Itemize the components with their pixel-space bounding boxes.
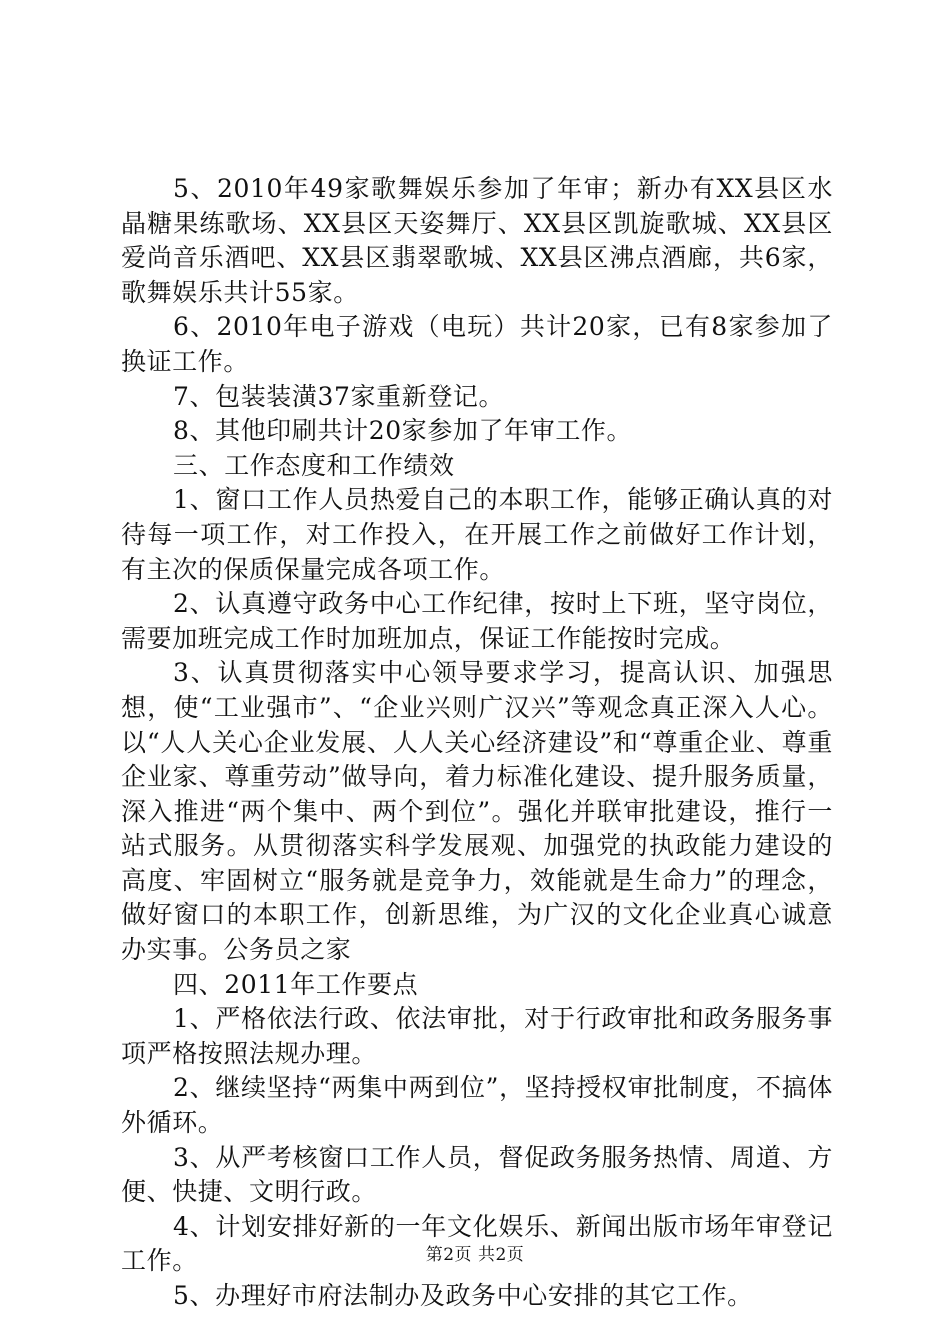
page-number-label: 第2页 共2页 — [425, 1245, 525, 1265]
section-heading-3: 三、工作态度和工作绩效 — [173, 450, 455, 480]
paragraph-attitude-3: 3、认真贯彻落实中心领导要求学习，提高认识、加强思想，使“工业强市”、“企业兴则广汉兴”等观念真正深入人心。以“人人关心企业发展、人人关心经济建设”和“尊重企业、尊重企业家、尊重劳动”做导向，着力标准化建设、提升服务质量，深入推进“两个集中、两个到位”。强化并联审批建设，推行一站式服务。从贯彻落实科学发展观、加强党的执政能力建设的高度、牢固树立“服务就是竞争力，效能就是生命力”的理念，做好窗口的本职工作，创新思维，为广汉的文化企业真心诚意办实事。公务员之家 — [121, 658, 833, 965]
paragraph-attitude-1: 1、窗口工作人员热爱自己的本职工作，能够正确认真的对待每一项工作，对工作投入，在开展工作之前做好工作计划，有主次的保质保量完成各项工作。 — [121, 485, 833, 584]
paragraph-plan-5: 5、办理好市府法制办及政务中心安排的其它工作。 — [173, 1281, 753, 1310]
paragraph-plan-1: 1、严格依法行政、依法审批，对于行政审批和政务服务事项严格按照法规办理。 — [121, 1004, 833, 1068]
paragraph-item-7-packaging: 7、包装装潢37家重新登记。 — [173, 381, 505, 411]
section-heading-4: 四、2011年工作要点 — [173, 969, 419, 999]
paragraph-item-6-video-games: 6、2010年电子游戏（电玩）共计20家，已有8家参加了换证工作。 — [121, 312, 833, 376]
paragraph-attitude-2: 2、认真遵守政务中心工作纪律，按时上下班，坚守岗位，需要加班完成工作时加班加点，保证工作能按时完成。 — [121, 589, 833, 653]
paragraph-item-5-song-dance: 5、2010年49家歌舞娱乐参加了年审；新办有XX县区水晶糖果练歌场、XX县区天姿舞厅、XX县区凯旋歌城、XX县区爱尚音乐酒吧、XX县区翡翠歌城、XX县区沸点酒廊，共6家，歌舞娱乐共计55家。 — [121, 174, 833, 307]
paragraph-plan-4: 4、计划安排好新的一年文化娱乐、新闻出版市场年审登记工作。 — [121, 1211, 833, 1276]
paragraph-plan-2: 2、继续坚持“两集中两到位”，坚持授权审批制度，不搞体外循环。 — [121, 1073, 833, 1138]
paragraph-plan-3: 3、从严考核窗口工作人员，督促政务服务热情、周道、方便、快捷、文明行政。 — [121, 1142, 833, 1207]
page-footer — [0, 1244, 950, 1266]
paragraph-item-8-printing: 8、其他印刷共计20家参加了年审工作。 — [173, 416, 633, 446]
document-body — [121, 172, 833, 1314]
